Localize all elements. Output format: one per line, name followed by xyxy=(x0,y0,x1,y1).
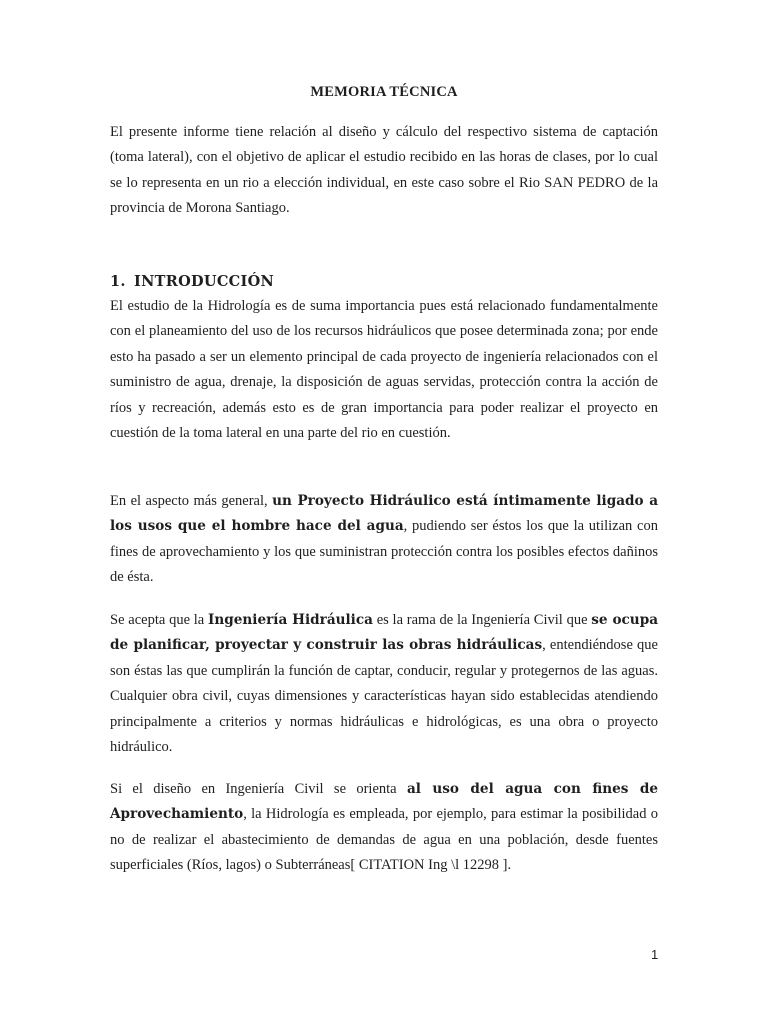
bold-text: Ingeniería Hidráulica xyxy=(208,612,373,628)
paragraph-text: , la Hidrología es empleada, por ejemplo, para estimar la posibilidad o no de realizar el abastecimiento de demandas de agua en una población, desde fuentes superficiales (Ríos, lagos) o Subterráneas xyxy=(110,806,658,874)
bold-text: se ocupa de planificar, proyectar y construir las obras hidráulicas xyxy=(110,612,659,654)
bold-text: un Proyecto Hidráulico está íntimamente ligado a los usos que el hombre hace del agua xyxy=(110,493,658,535)
page-number: 1 xyxy=(651,947,659,962)
section-paragraph-4 xyxy=(110,777,658,879)
section-paragraph-3 xyxy=(110,608,658,760)
bold-text: al uso del agua con fines de Aprovechamiento xyxy=(110,781,658,823)
paragraph-text: Si el diseño en Ingeniería Civil se orienta xyxy=(110,781,407,797)
paragraph-text: , entendiéndose que son éstas las que cumplirán la función de captar, conducir, regular y protegernos de las aguas. Cualquier obra civil, cuyas dimensiones y características hayan sido establecidas atendiendo principalmente a criterios y normas hidráulicas e hidrológicas, es una obra o proyecto hidráulico. xyxy=(110,637,658,756)
paragraph-text: , pudiendo ser éstos los que la utilizan con fines de aprovechamiento y los que suministran protección contra los posibles efectos dañinos de ésta. xyxy=(110,518,658,586)
section-title: INTRODUCCIÓN xyxy=(134,273,275,290)
paragraph-text: Se acepta que la xyxy=(110,612,209,628)
citation-field: [ CITATION Ing \l 12298 ] xyxy=(350,857,508,874)
document-title: MEMORIA TÉCNICA xyxy=(310,84,458,100)
paragraph-text: es la rama de la Ingeniería Civil que xyxy=(372,612,592,628)
intro-paragraph: El presente informe tiene relación al diseño y cálculo del respectivo sistema de captación (toma lateral), con el objetivo de aplicar el estudio recibido en las horas de clases, por lo cual se lo representa en un rio a elección individual, en este caso sobre el Rio SAN PEDRO de la provincia de Morona Santiago. xyxy=(110,124,658,217)
paragraph-text: . xyxy=(507,857,512,874)
section-heading xyxy=(110,273,658,290)
section-paragraph-2 xyxy=(110,489,658,591)
section-paragraph-1: El estudio de la Hidrología es de suma importancia pues está relacionado fundamentalmente con el planeamiento del uso de los recursos hidráulicos que posee determinada zona; por ende esto ha pasado a ser un elemento principal de cada proyecto de ingeniería relacionados con el suministro de agua, drenaje, la disposición de aguas servidas, protección contra la acción de ríos y recreación, además esto es de gran importancia para poder realizar el proyecto en cuestión de la toma lateral en una parte del rio en cuestión. xyxy=(110,298,658,442)
paragraph-text: En el aspecto más general, xyxy=(110,493,273,509)
section-number: 1. xyxy=(110,273,126,290)
